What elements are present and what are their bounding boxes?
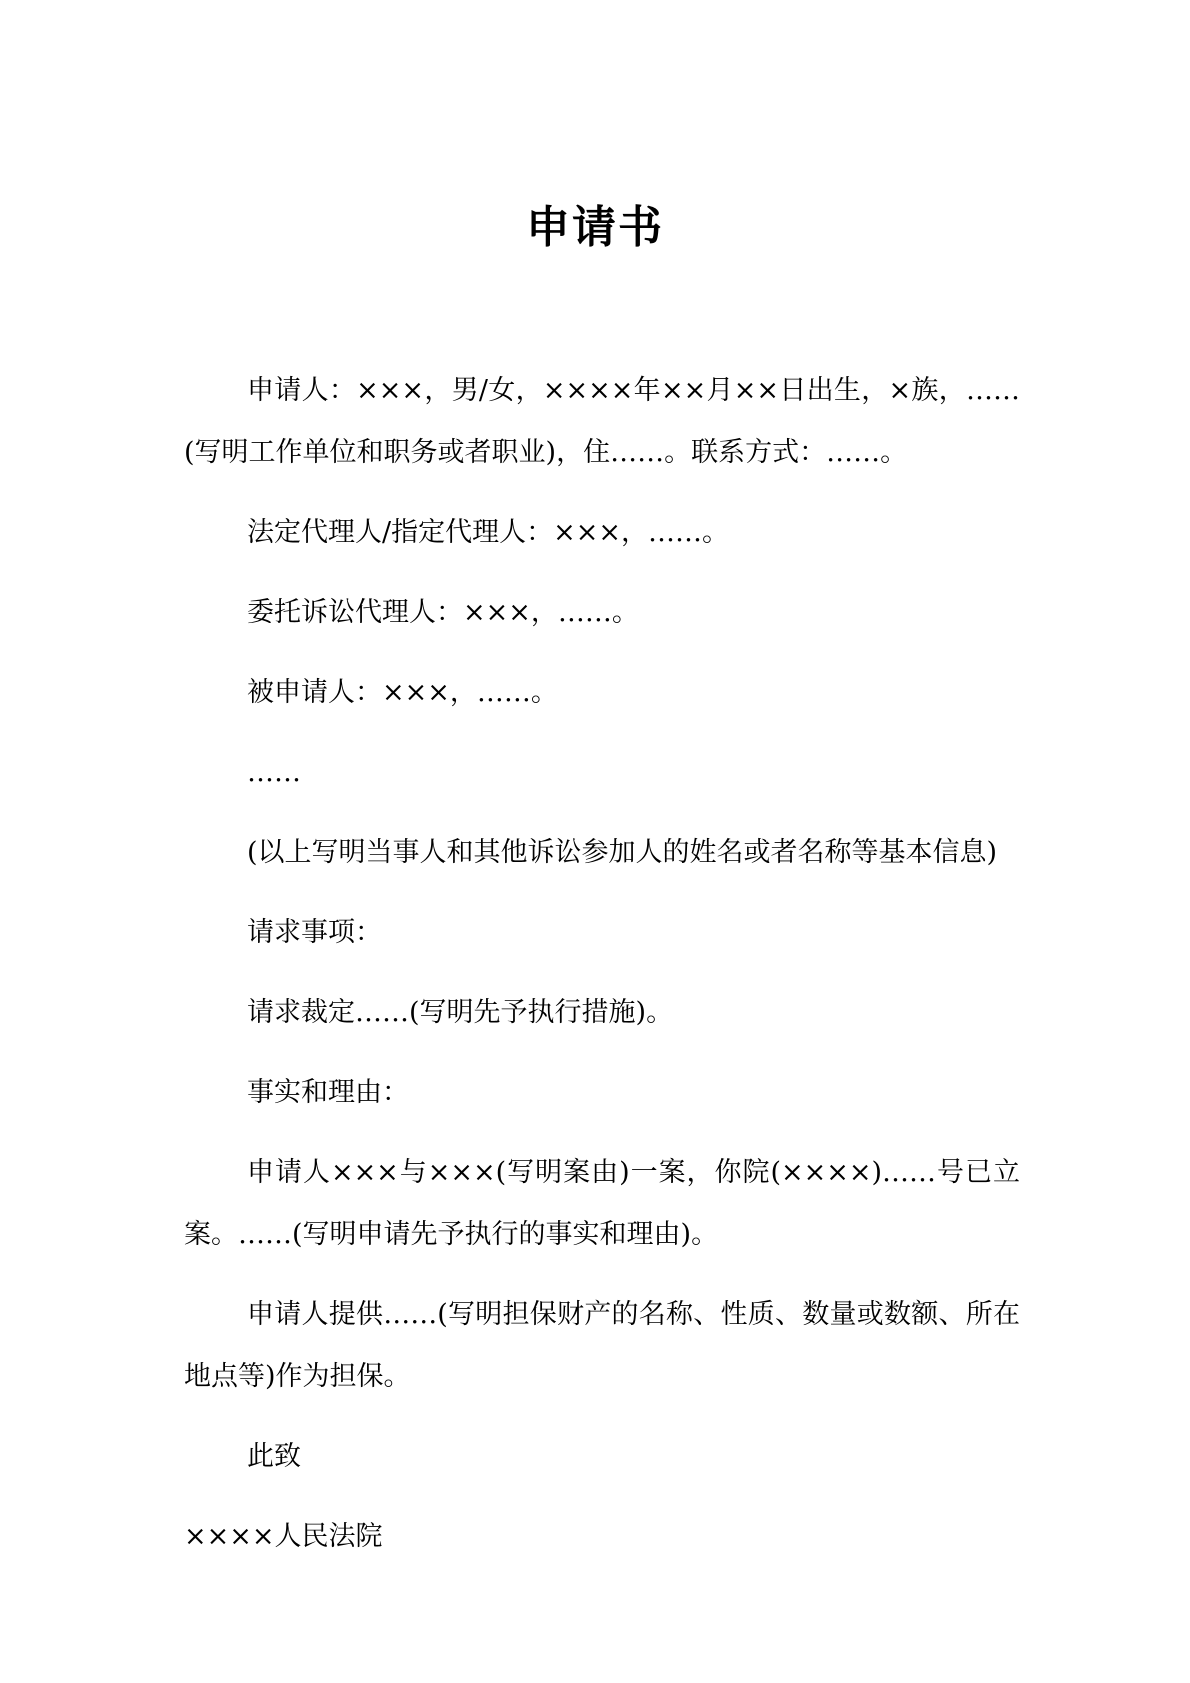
document-title: 申请书 xyxy=(526,202,664,253)
paragraph-claims: 请求裁定……(写明先予执行措施)。 xyxy=(247,997,674,1028)
paragraph-parties-note: (以上写明当事人和其他诉讼参加人的姓名或者名称等基本信息) xyxy=(247,837,998,868)
paragraph-facts: 申请人×××与×××(写明案由)一案，你院(××××)……号已立案。……(写明申请先予执行的事实和理由)。 xyxy=(184,1157,1020,1250)
paragraph-legal-agent: 法定代理人/指定代理人：×××，……。 xyxy=(247,517,729,548)
facts-heading: 事实和理由： xyxy=(247,1077,409,1108)
claims-heading: 请求事项： xyxy=(247,917,382,948)
paragraph-ellipsis: …… xyxy=(247,757,301,788)
paragraph-guarantee: 申请人提供……(写明担保财产的名称、性质、数量或数额、所在地点等)作为担保。 xyxy=(184,1299,1020,1392)
paragraph-entrusted-agent: 委托诉讼代理人：×××，……。 xyxy=(247,597,639,628)
court-name: ××××人民法院 xyxy=(184,1521,383,1552)
closing-salutation: 此致 xyxy=(247,1441,301,1472)
paragraph-respondent: 被申请人：×××，……。 xyxy=(247,677,558,708)
paragraph-applicant: 申请人：×××，男/女，××××年××月××日出生，×族，……(写明工作单位和职务或者职业)，住……。联系方式：……。 xyxy=(184,375,1020,468)
document-body xyxy=(184,360,1020,1586)
